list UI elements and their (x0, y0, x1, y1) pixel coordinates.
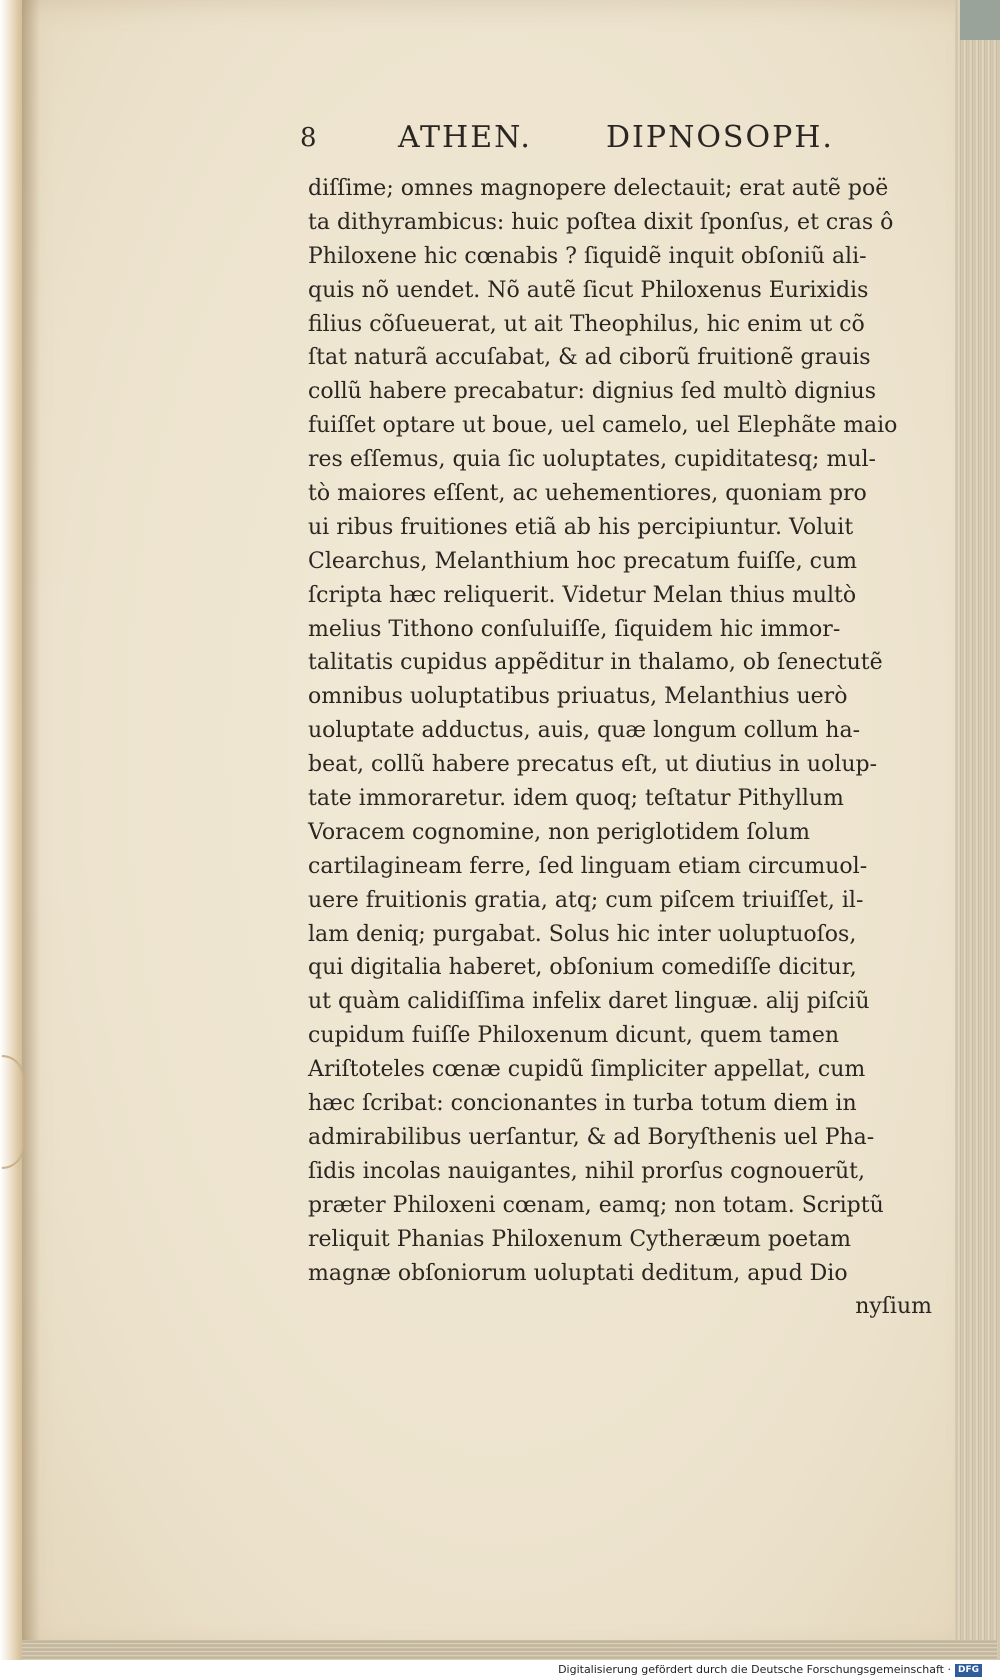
scan-background-corner (960, 0, 1000, 40)
text-line: uoluptate adductus, auis, quæ longum collum ha- (308, 718, 861, 744)
text-line: filius cõſueuerat, ut ait Theophilus, hic enim ut cõ (308, 311, 865, 337)
text-line: reliquit Phanias Philoxenum Cytheræum poetam (308, 1226, 852, 1252)
credit-text: Digitalisierung gefördert durch die Deutsche Forschungsgemeinschaft · (558, 1663, 951, 1676)
text-line: tò maiores eſſent, ac uehementiores, quoniam pro (308, 481, 867, 507)
text-line: cartilagineam ferre, ſed linguam etiam circumuol- (308, 853, 868, 879)
text-line: præter Philoxeni cœnam, eamq; non totam. Scriptũ (308, 1192, 884, 1218)
text-line: Clearchus, Melanthium hoc precatum fuiſſe, cum (308, 548, 858, 574)
text-line: quis nõ uendet. Nõ autẽ ſicut Philoxenus Eurixidis (308, 277, 869, 303)
text-line: magnæ obſoniorum uoluptati deditum, apud Dio (308, 1260, 848, 1286)
text-line: ſtat naturã accuſabat, & ad ciborũ fruitionẽ grauis (308, 345, 871, 371)
running-title-left: ATHEN. (398, 120, 532, 155)
text-line: Philoxene hic cœnabis ? ſiquidẽ inquit obſoniũ ali- (308, 243, 867, 269)
text-line: cupidum fuiſſe Philoxenum dicunt, quem tamen (308, 1023, 840, 1049)
text-line: qui digitalia haberet, obſonium comediſſe dicitur, (308, 955, 857, 981)
running-title-right: DIPNOSOPH. (606, 120, 834, 155)
page-number: 8 (300, 123, 317, 153)
page-edges-right (955, 0, 1000, 1660)
text-line: diſſime; omnes magnopere delectauit; erat autẽ poë (308, 176, 889, 201)
text-line: tate immoraretur. idem quoq; teſtatur Pithyllum (308, 786, 844, 812)
text-line: omnibus uoluptatibus priuatus, Melanthius uerò (308, 684, 848, 710)
text-line: ut quàm calidiſſima infelix daret linguæ. alij piſciũ (308, 989, 870, 1015)
text-line: beat, collũ habere precatus eſt, ut diutius in uolup- (308, 752, 878, 778)
text-line: ſcripta hæc reliquerit. Videtur Melan thius multò (308, 582, 857, 608)
text-line: Voracem cognomine, non periglotidem ſolum (308, 819, 810, 845)
text-line: lam deniq; purgabat. Solus hic inter uoluptuoſos, (308, 921, 857, 947)
text-line: fuiſſet optare ut boue, uel camelo, uel Elephãte maio (308, 413, 898, 439)
text-line: talitatis cupidus appẽditur in thalamo, ob ſenectutẽ (308, 650, 883, 676)
text-line: collũ habere precabatur: dignius ſed multò dignius (308, 379, 877, 405)
text-line: ta dithyrambicus: huic poſtea dixit ſponſus, et cras ô (308, 209, 894, 235)
text-line: admirabilibus uerſantur, & ad Boryſthenis uel Pha- (308, 1124, 875, 1150)
digitization-credit (558, 1660, 982, 1680)
text-line: Ariſtoteles cœnæ cupidũ ſimpliciter appellat, cum (308, 1057, 866, 1083)
text-line: ſidis incolas nauigantes, nihil prorſus cognouerũt, (308, 1158, 865, 1184)
text-line: hæc ſcribat: concionantes in turba totum diem in (308, 1091, 857, 1117)
text-line: ui ribus fruitiones etiã ab his percipiuntur. Voluit (308, 514, 854, 540)
catchword: nyſium (855, 1294, 932, 1320)
gutter-shadow (22, 0, 40, 1655)
paper-stain (2, 1055, 24, 1169)
text-line: res eſſemus, quia ſic uoluptates, cupiditatesq; mul- (308, 447, 876, 473)
body-text (308, 172, 948, 1324)
text-line: uere fruitionis gratia, atq; cum piſcem triuiſſet, il- (308, 887, 864, 913)
dfg-logo: DFG (955, 1664, 982, 1677)
page-edges-bottom (22, 1640, 997, 1660)
running-head (300, 118, 880, 162)
text-line: melius Tithono conſuluiſſe, ſiquidem hic immor- (308, 616, 841, 642)
